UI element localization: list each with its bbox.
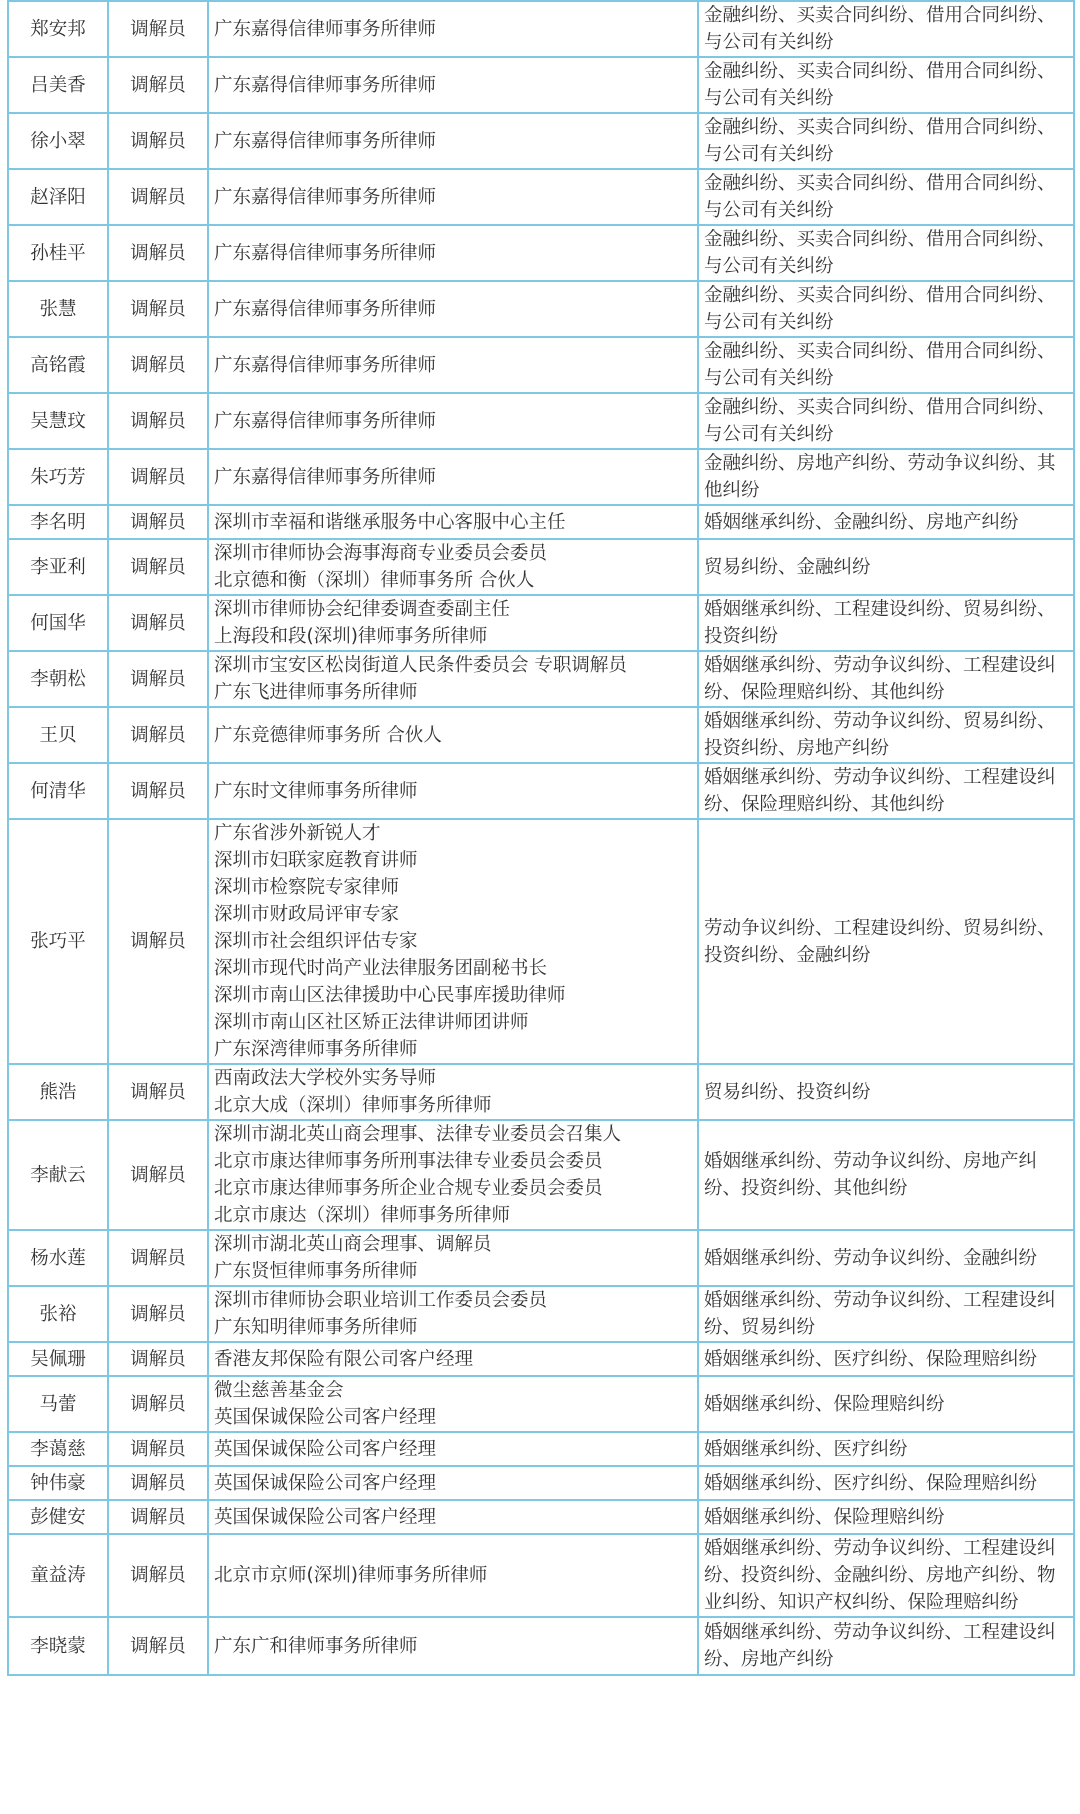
mediator-table xyxy=(7,0,1075,1676)
dispute-areas xyxy=(698,225,1074,281)
dispute-areas xyxy=(698,1534,1074,1617)
mediator-affiliation xyxy=(208,1286,698,1342)
mediator-affiliation xyxy=(208,819,698,1064)
table-row xyxy=(8,1376,1074,1432)
dispute-areas-text: 贸易纠纷、投资纠纷 xyxy=(704,1081,871,1103)
mediator-role: 调解员 xyxy=(108,1617,208,1675)
table-row xyxy=(8,449,1074,505)
dispute-areas xyxy=(698,1500,1074,1534)
mediator-affiliation xyxy=(208,337,698,393)
mediator-name: 李朝松 xyxy=(8,651,108,707)
mediator-role: 调解员 xyxy=(108,539,208,595)
affiliation-line: 深圳市南山区法律援助中心民事库援助律师 xyxy=(214,985,566,1006)
affiliation-line: 北京德和衡（深圳）律师事务所 合伙人 xyxy=(214,570,535,591)
mediator-affiliation xyxy=(208,1617,698,1675)
mediator-name: 赵泽阳 xyxy=(8,169,108,225)
mediator-role: 调解员 xyxy=(108,1432,208,1466)
affiliation-line: 深圳市幸福和谐继承服务中心客服中心主任 xyxy=(214,511,566,533)
affiliation-line: 广东嘉得信律师事务所律师 xyxy=(214,466,437,488)
table-row xyxy=(8,707,1074,763)
affiliation-line: 深圳市社会组织评估专家 xyxy=(214,931,418,952)
table-row xyxy=(8,505,1074,539)
affiliation-line: 广东时文律师事务所律师 xyxy=(214,780,418,802)
affiliation-line: 深圳市律师协会纪律委调查委副主任 xyxy=(214,599,511,620)
affiliation-line: 北京市京师(深圳)律师事务所律师 xyxy=(214,1565,488,1586)
table-row xyxy=(8,651,1074,707)
mediator-affiliation xyxy=(208,1500,698,1534)
affiliation-line: 上海段和段(深圳)律师事务所律师 xyxy=(214,626,488,647)
affiliation-line: 北京大成（深圳）律师事务所律师 xyxy=(214,1095,492,1116)
affiliation-line: 广东飞进律师事务所律师 xyxy=(214,682,418,703)
dispute-areas xyxy=(698,1617,1074,1675)
mediator-name: 李亚利 xyxy=(8,539,108,595)
mediator-affiliation xyxy=(208,225,698,281)
affiliation-line: 北京市康达律师事务所刑事法律专业委员会委员 xyxy=(214,1151,603,1172)
affiliation-line: 深圳市律师协会海事海商专业委员会委员 xyxy=(214,543,548,564)
mediator-name: 张巧平 xyxy=(8,819,108,1064)
dispute-areas-text: 婚姻继承纠纷、劳动争议纠纷、工程建设纠纷、投资纠纷、金融纠纷、房地产纠纷、物业纠纷、知识产权纠纷、保险理赔纠纷 xyxy=(704,1538,1056,1613)
dispute-areas xyxy=(698,595,1074,651)
affiliation-line: 深圳市湖北英山商会理事、调解员 xyxy=(214,1234,492,1255)
affiliation-line: 深圳市湖北英山商会理事、法律专业委员会召集人 xyxy=(214,1124,622,1145)
affiliation-line: 广东贤恒律师事务所律师 xyxy=(214,1261,418,1282)
affiliation-line: 深圳市现代时尚产业法律服务团副秘书长 xyxy=(214,958,548,979)
dispute-areas-text: 婚姻继承纠纷、劳动争议纠纷、工程建设纠纷、房地产纠纷 xyxy=(704,1622,1056,1670)
dispute-areas-text: 婚姻继承纠纷、劳动争议纠纷、金融纠纷 xyxy=(704,1247,1038,1269)
mediator-affiliation xyxy=(208,113,698,169)
mediator-role: 调解员 xyxy=(108,763,208,819)
mediator-name: 张裕 xyxy=(8,1286,108,1342)
affiliation-line: 广东广和律师事务所律师 xyxy=(214,1635,418,1657)
dispute-areas-text: 婚姻继承纠纷、劳动争议纠纷、工程建设纠纷、保险理赔纠纷、其他纠纷 xyxy=(704,655,1056,703)
mediator-role: 调解员 xyxy=(108,1534,208,1617)
affiliation-line: 微尘慈善基金会 xyxy=(214,1380,344,1401)
table-row xyxy=(8,113,1074,169)
dispute-areas xyxy=(698,707,1074,763)
mediator-table-body xyxy=(8,1,1074,1675)
table-row xyxy=(8,169,1074,225)
mediator-affiliation xyxy=(208,763,698,819)
dispute-areas-text: 金融纠纷、买卖合同纠纷、借用合同纠纷、与公司有关纠纷 xyxy=(704,341,1056,389)
dispute-areas-text: 劳动争议纠纷、工程建设纠纷、贸易纠纷、投资纠纷、金融纠纷 xyxy=(704,917,1056,966)
mediator-role: 调解员 xyxy=(108,1286,208,1342)
mediator-name: 李献云 xyxy=(8,1120,108,1230)
table-row xyxy=(8,57,1074,113)
mediator-affiliation xyxy=(208,707,698,763)
dispute-areas-text: 金融纠纷、买卖合同纠纷、借用合同纠纷、与公司有关纠纷 xyxy=(704,397,1056,445)
affiliation-line: 广东嘉得信律师事务所律师 xyxy=(214,186,437,208)
dispute-areas-text: 金融纠纷、房地产纠纷、劳动争议纠纷、其他纠纷 xyxy=(704,453,1056,501)
dispute-areas-text: 婚姻继承纠纷、保险理赔纠纷 xyxy=(704,1393,945,1415)
dispute-areas-text: 贸易纠纷、金融纠纷 xyxy=(704,556,871,578)
mediator-name: 吴佩珊 xyxy=(8,1342,108,1376)
dispute-areas-text: 金融纠纷、买卖合同纠纷、借用合同纠纷、与公司有关纠纷 xyxy=(704,61,1056,109)
mediator-role: 调解员 xyxy=(108,281,208,337)
mediator-affiliation xyxy=(208,1342,698,1376)
affiliation-line: 广东嘉得信律师事务所律师 xyxy=(214,410,437,432)
dispute-areas xyxy=(698,393,1074,449)
dispute-areas xyxy=(698,1,1074,57)
table-row xyxy=(8,595,1074,651)
mediator-role: 调解员 xyxy=(108,595,208,651)
mediator-name: 王贝 xyxy=(8,707,108,763)
dispute-areas-text: 婚姻继承纠纷、医疗纠纷、保险理赔纠纷 xyxy=(704,1348,1038,1370)
mediator-name: 何清华 xyxy=(8,763,108,819)
dispute-areas-text: 婚姻继承纠纷、医疗纠纷 xyxy=(704,1438,908,1460)
mediator-role: 调解员 xyxy=(108,1342,208,1376)
table-row xyxy=(8,337,1074,393)
mediator-name: 马蕾 xyxy=(8,1376,108,1432)
mediator-role: 调解员 xyxy=(108,337,208,393)
table-row xyxy=(8,1500,1074,1534)
table-row xyxy=(8,1342,1074,1376)
mediator-affiliation xyxy=(208,539,698,595)
mediator-name: 李晓蒙 xyxy=(8,1617,108,1675)
mediator-affiliation xyxy=(208,393,698,449)
mediator-affiliation xyxy=(208,1,698,57)
mediator-name: 童益涛 xyxy=(8,1534,108,1617)
mediator-affiliation xyxy=(208,1432,698,1466)
dispute-areas xyxy=(698,1432,1074,1466)
dispute-areas xyxy=(698,281,1074,337)
mediator-affiliation xyxy=(208,1376,698,1432)
mediator-affiliation xyxy=(208,449,698,505)
mediator-name: 郑安邦 xyxy=(8,1,108,57)
dispute-areas xyxy=(698,763,1074,819)
mediator-name: 何国华 xyxy=(8,595,108,651)
dispute-areas xyxy=(698,651,1074,707)
dispute-areas-text: 金融纠纷、买卖合同纠纷、借用合同纠纷、与公司有关纠纷 xyxy=(704,5,1056,53)
affiliation-line: 英国保诚保险公司客户经理 xyxy=(214,1407,437,1428)
affiliation-line: 北京市康达律师事务所企业合规专业委员会委员 xyxy=(214,1178,603,1199)
mediator-affiliation xyxy=(208,505,698,539)
affiliation-line: 广东知明律师事务所律师 xyxy=(214,1317,418,1338)
dispute-areas-text: 婚姻继承纠纷、劳动争议纠纷、贸易纠纷、投资纠纷、房地产纠纷 xyxy=(704,711,1056,759)
dispute-areas-text: 金融纠纷、买卖合同纠纷、借用合同纠纷、与公司有关纠纷 xyxy=(704,229,1056,277)
affiliation-line: 深圳市宝安区松岗街道人民条件委员会 专职调解员 xyxy=(214,655,627,676)
dispute-areas-text: 金融纠纷、买卖合同纠纷、借用合同纠纷、与公司有关纠纷 xyxy=(704,117,1056,165)
mediator-affiliation xyxy=(208,57,698,113)
mediator-affiliation xyxy=(208,169,698,225)
affiliation-line: 广东省涉外新锐人才 xyxy=(214,823,381,844)
table-row xyxy=(8,225,1074,281)
mediator-affiliation xyxy=(208,1120,698,1230)
mediator-name: 钟伟豪 xyxy=(8,1466,108,1500)
mediator-name: 徐小翠 xyxy=(8,113,108,169)
affiliation-line: 深圳市律师协会职业培训工作委员会委员 xyxy=(214,1290,548,1311)
mediator-role: 调解员 xyxy=(108,651,208,707)
dispute-areas-text: 婚姻继承纠纷、劳动争议纠纷、工程建设纠纷、保险理赔纠纷、其他纠纷 xyxy=(704,767,1056,815)
table-row xyxy=(8,539,1074,595)
affiliation-line: 广东嘉得信律师事务所律师 xyxy=(214,354,437,376)
mediator-name: 张慧 xyxy=(8,281,108,337)
mediator-affiliation xyxy=(208,281,698,337)
affiliation-line: 北京市康达（深圳）律师事务所律师 xyxy=(214,1205,511,1226)
dispute-areas-text: 婚姻继承纠纷、保险理赔纠纷 xyxy=(704,1506,945,1528)
dispute-areas xyxy=(698,1342,1074,1376)
mediator-role: 调解员 xyxy=(108,225,208,281)
dispute-areas xyxy=(698,113,1074,169)
mediator-affiliation xyxy=(208,1230,698,1286)
affiliation-line: 香港友邦保险有限公司客户经理 xyxy=(214,1348,474,1370)
dispute-areas-text: 婚姻继承纠纷、劳动争议纠纷、工程建设纠纷、贸易纠纷 xyxy=(704,1290,1056,1338)
dispute-areas xyxy=(698,1230,1074,1286)
mediator-role: 调解员 xyxy=(108,169,208,225)
mediator-affiliation xyxy=(208,1064,698,1120)
affiliation-line: 英国保诚保险公司客户经理 xyxy=(214,1472,437,1494)
mediator-name: 彭健安 xyxy=(8,1500,108,1534)
dispute-areas xyxy=(698,1120,1074,1230)
affiliation-line: 广东嘉得信律师事务所律师 xyxy=(214,242,437,264)
affiliation-line: 广东嘉得信律师事务所律师 xyxy=(214,298,437,320)
mediator-role: 调解员 xyxy=(108,707,208,763)
mediator-role: 调解员 xyxy=(108,1064,208,1120)
table-row xyxy=(8,1286,1074,1342)
mediator-name: 高铭霞 xyxy=(8,337,108,393)
dispute-areas xyxy=(698,505,1074,539)
table-row xyxy=(8,763,1074,819)
table-row xyxy=(8,1466,1074,1500)
mediator-name: 朱巧芳 xyxy=(8,449,108,505)
mediator-name: 李蔼慈 xyxy=(8,1432,108,1466)
mediator-affiliation xyxy=(208,595,698,651)
mediator-name: 李名明 xyxy=(8,505,108,539)
dispute-areas xyxy=(698,539,1074,595)
mediator-name: 孙桂平 xyxy=(8,225,108,281)
dispute-areas-text: 婚姻继承纠纷、金融纠纷、房地产纠纷 xyxy=(704,511,1019,533)
mediator-name: 吕美香 xyxy=(8,57,108,113)
affiliation-line: 深圳市财政局评审专家 xyxy=(214,904,400,925)
affiliation-line: 深圳市南山区社区矫正法律讲师团讲师 xyxy=(214,1012,529,1033)
mediator-role: 调解员 xyxy=(108,505,208,539)
dispute-areas xyxy=(698,1286,1074,1342)
dispute-areas-text: 金融纠纷、买卖合同纠纷、借用合同纠纷、与公司有关纠纷 xyxy=(704,173,1056,221)
table-row xyxy=(8,1432,1074,1466)
affiliation-line: 深圳市妇联家庭教育讲师 xyxy=(214,850,418,871)
dispute-areas-text: 婚姻继承纠纷、医疗纠纷、保险理赔纠纷 xyxy=(704,1472,1038,1494)
affiliation-line: 英国保诚保险公司客户经理 xyxy=(214,1506,437,1528)
table-row xyxy=(8,1230,1074,1286)
dispute-areas xyxy=(698,1064,1074,1120)
mediator-roster xyxy=(7,0,1073,1676)
dispute-areas-text: 婚姻继承纠纷、劳动争议纠纷、房地产纠纷、投资纠纷、其他纠纷 xyxy=(704,1151,1038,1199)
dispute-areas xyxy=(698,449,1074,505)
affiliation-line: 广东嘉得信律师事务所律师 xyxy=(214,130,437,152)
affiliation-line: 广东嘉得信律师事务所律师 xyxy=(214,18,437,40)
affiliation-line: 广东嘉得信律师事务所律师 xyxy=(214,74,437,96)
dispute-areas xyxy=(698,1466,1074,1500)
dispute-areas-text: 婚姻继承纠纷、工程建设纠纷、贸易纠纷、投资纠纷 xyxy=(704,599,1056,647)
affiliation-line: 英国保诚保险公司客户经理 xyxy=(214,1438,437,1460)
dispute-areas xyxy=(698,57,1074,113)
mediator-role: 调解员 xyxy=(108,1376,208,1432)
affiliation-line: 深圳市检察院专家律师 xyxy=(214,877,400,898)
dispute-areas xyxy=(698,1376,1074,1432)
affiliation-line: 广东深湾律师事务所律师 xyxy=(214,1039,418,1060)
dispute-areas xyxy=(698,169,1074,225)
mediator-role: 调解员 xyxy=(108,1500,208,1534)
table-row xyxy=(8,1534,1074,1617)
mediator-role: 调解员 xyxy=(108,1120,208,1230)
mediator-role: 调解员 xyxy=(108,1230,208,1286)
mediator-affiliation xyxy=(208,1466,698,1500)
table-row xyxy=(8,819,1074,1064)
table-row xyxy=(8,393,1074,449)
mediator-role: 调解员 xyxy=(108,819,208,1064)
mediator-role: 调解员 xyxy=(108,57,208,113)
mediator-role: 调解员 xyxy=(108,1,208,57)
mediator-affiliation xyxy=(208,651,698,707)
mediator-role: 调解员 xyxy=(108,393,208,449)
dispute-areas-text: 金融纠纷、买卖合同纠纷、借用合同纠纷、与公司有关纠纷 xyxy=(704,285,1056,333)
table-row xyxy=(8,1064,1074,1120)
mediator-name: 熊浩 xyxy=(8,1064,108,1120)
mediator-affiliation xyxy=(208,1534,698,1617)
mediator-role: 调解员 xyxy=(108,449,208,505)
table-row xyxy=(8,281,1074,337)
mediator-name: 杨水莲 xyxy=(8,1230,108,1286)
table-row xyxy=(8,1,1074,57)
affiliation-line: 广东竞德律师事务所 合伙人 xyxy=(214,724,442,746)
dispute-areas xyxy=(698,819,1074,1064)
table-row xyxy=(8,1120,1074,1230)
affiliation-line: 西南政法大学校外实务导师 xyxy=(214,1068,437,1089)
table-row xyxy=(8,1617,1074,1675)
mediator-name: 吴慧玟 xyxy=(8,393,108,449)
mediator-role: 调解员 xyxy=(108,1466,208,1500)
mediator-role: 调解员 xyxy=(108,113,208,169)
dispute-areas xyxy=(698,337,1074,393)
